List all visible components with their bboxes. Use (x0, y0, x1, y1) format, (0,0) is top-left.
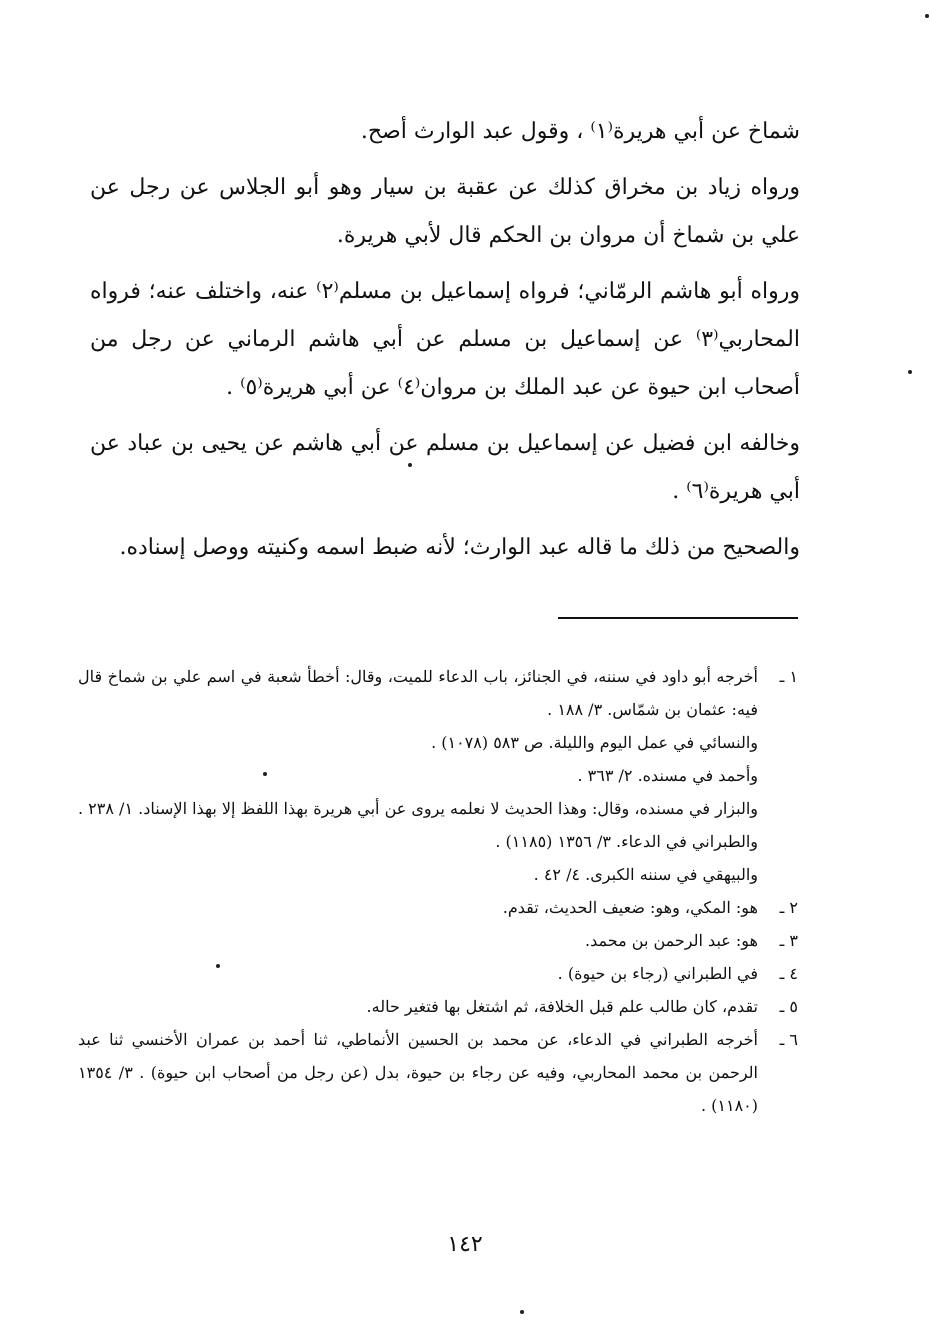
footnote-2 (78, 891, 798, 924)
footnote-body (78, 660, 758, 891)
footnote-line: والنسائي في عمل اليوم والليلة. ص ٥٨٣ (١٠٧٨) . (431, 733, 758, 752)
footnote-number: ٢ ـ (779, 898, 798, 917)
footnote-5 (78, 990, 798, 1023)
footnote-number: ٤ ـ (779, 964, 798, 983)
footnote-line: والطبراني في الدعاء. ٣/ ١٣٥٦ (١١٨٥) . (495, 832, 758, 851)
footnote-number: ١ ـ (779, 667, 798, 686)
scan-speck (520, 1310, 524, 1314)
paragraph-4: وخالفه ابن فضيل عن إسماعيل بن مسلم عن أبي هاشم عن يحيى بن عباد عن أبي هريرة⁽٦⁾ . (90, 431, 800, 504)
footnote-6 (78, 1023, 798, 1122)
footnote-line: والبيهقي في سننه الكبرى. ٤/ ٤٢ . (533, 865, 758, 884)
paragraph-3: ورواه أبو هاشم الرمّاني؛ فرواه إسماعيل بن مسلم⁽٢⁾ عنه، واختلف عنه؛ فرواه المحاربي⁽٣⁾ عن إسماعيل بن مسلم عن أبي هاشم الرماني عن رجل من أصحاب ابن حيوة عن عبد الملك بن مروان⁽٤⁾ عن أبي هريرة⁽٥⁾ . (90, 279, 801, 400)
footnotes (78, 660, 798, 1122)
scan-speck (908, 370, 912, 374)
footnote-line: أخرجه أبو داود في سننه، في الجنائز، باب الدعاء للميت، وقال: أخطأ شعبة في اسم علي بن شماخ قال فيه: عثمان بن شمّاس. ٣/ ١٨٨ . (78, 667, 758, 719)
footnote-3 (78, 924, 798, 957)
footnote-number: ٣ ـ (779, 931, 798, 950)
page-number: ١٤٢ (447, 1232, 483, 1257)
footnote-4 (78, 957, 798, 990)
paragraph-1: شماخ عن أبي هريرة⁽١⁾ ، وقول عبد الوارث أصح. (360, 119, 800, 144)
paragraph-5: والصحيح من ذلك ما قاله عبد الوارث؛ لأنه ضبط اسمه وكنيته ووصل إسناده. (119, 535, 800, 560)
footnote-line: والبزار في مسنده، وقال: وهذا الحديث لا نعلمه يروى عن أبي هريرة بهذا اللفظ إلا بهذا الإسناد. ١/ ٢٣٨ . (78, 799, 758, 818)
scan-speck (263, 772, 267, 776)
footnote-separator (558, 617, 798, 619)
main-text (90, 108, 800, 580)
footnote-body (78, 1023, 758, 1122)
footnote-body (78, 891, 758, 924)
footnote-1 (78, 660, 798, 891)
scan-speck (216, 964, 220, 968)
footnote-body (78, 924, 758, 957)
footnote-number: ٦ ـ (779, 1030, 798, 1049)
footnote-line: في الطبراني (رجاء بن حيوة) . (557, 964, 758, 983)
footnote-body (78, 990, 758, 1023)
footnote-line: أخرجه الطبراني في الدعاء، عن محمد بن الحسين الأنماطي، ثنا أحمد بن عمران الأخنسي ثنا عبد الرحمن بن محمد المحاربي، وفيه عن رجاء بن حيوة، بدل (عن رجل من أصحاب ابن حيوة) . ٣/ ١٣٥٤ (١١٨٠) . (78, 1030, 758, 1115)
scan-speck (408, 463, 412, 467)
paragraph-2: ورواه زياد بن مخراق كذلك عن عقبة بن سيار وهو أبو الجلاس عن رجل عن علي بن شماخ أن مروان بن الحكم قال لأبي هريرة. (90, 175, 800, 248)
footnote-line: تقدم، كان طالب علم قبل الخلافة، ثم اشتغل بها فتغير حاله. (366, 997, 758, 1016)
footnote-line: هو: عبد الرحمن بن محمد. (585, 931, 758, 950)
scan-speck (925, 14, 929, 18)
footnote-line: وأحمد في مسنده. ٢/ ٣٦٣ . (577, 766, 758, 785)
footnote-line: هو: المكي، وهو: ضعيف الحديث، تقدم. (502, 898, 758, 917)
footnote-number: ٥ ـ (779, 997, 798, 1016)
footnote-body (78, 957, 758, 990)
